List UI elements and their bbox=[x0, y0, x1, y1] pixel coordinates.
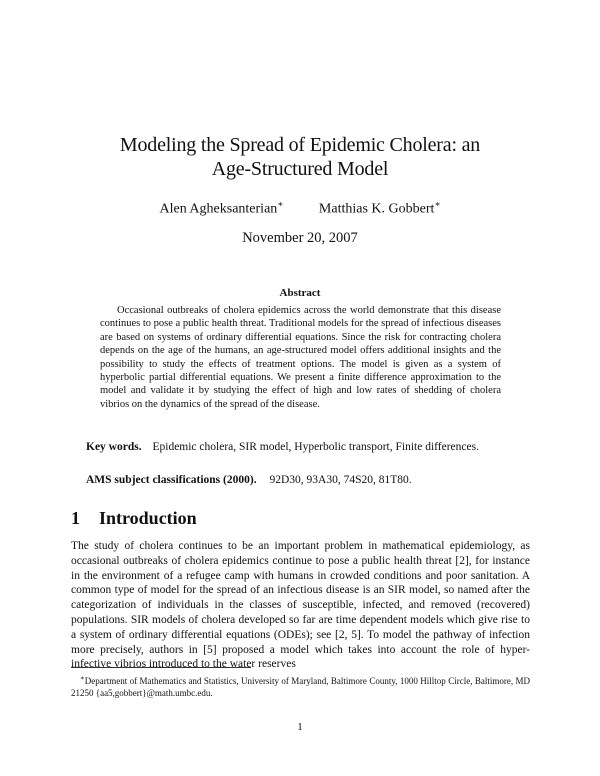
page-number: 1 bbox=[297, 721, 303, 733]
section-number: 1 bbox=[71, 508, 80, 528]
paper-title bbox=[0, 133, 600, 181]
author-2-footnote-mark: ∗ bbox=[434, 199, 441, 209]
paper-date: November 20, 2007 bbox=[242, 230, 358, 246]
intro-paragraph: The study of cholera continues to be an important problem in mathematical epidemiology, as occasional outbreaks of cholera epidemics continue to pose a public health threat [2], for instance in the environment of a refugee camp with humans in crowded conditions and poor sanitation. A common type of model for the spread of an infectious disease is an SIR model, so named after the categorization of individuals in the classes of susceptible, infected, and removed (recovered) populations. SIR models of cholera developed so far are time dependent models which give rise to a system of ordinary differential equations (ODEs); see [2, 5]. To model the pathway of infection more precisely, authors in [5] proposed a model which takes into account the role of hyper-infective vibrios introduced to the water reserves bbox=[71, 540, 530, 671]
title-line-1: Modeling the Spread of Epidemic Cholera: an bbox=[119, 134, 481, 156]
footnote bbox=[71, 672, 530, 699]
section-title: Introduction bbox=[99, 508, 197, 528]
author-1-footnote-mark: ∗ bbox=[277, 199, 284, 209]
abstract-text: Occasional outbreaks of cholera epidemics across the world demonstrate that this disease continues to pose a public health threat. Traditional models for the spread of infectious diseases are based on systems of ordinary differential equations. Since the risk for contracting cholera depends on the age of the humans, an age-structured model offers additional insights and the possibility to study the effects of treatment options. The model is given as a system of hyperbolic partial differential equations. We present a finite difference approximation to the model and validate it by studying the effect of high and low rates of shedding of cholera vibrios on the dynamics of the spread of the disease. bbox=[100, 305, 501, 410]
ams-label: AMS subject classifications (2000). bbox=[86, 474, 257, 486]
author-1 bbox=[159, 199, 283, 218]
keywords-text: Epidemic cholera, SIR model, Hyperbolic transport, Finite differences. bbox=[152, 441, 479, 453]
keywords bbox=[86, 441, 536, 453]
footnote-divider bbox=[71, 667, 251, 668]
author-2 bbox=[319, 199, 441, 218]
abstract-heading: Abstract bbox=[279, 287, 321, 299]
section-heading bbox=[71, 508, 197, 529]
title-line-2: Age-Structured Model bbox=[211, 158, 389, 180]
ams-classification bbox=[86, 474, 536, 486]
author-2-name: Matthias K. Gobbert bbox=[318, 201, 435, 217]
author-1-name: Alen Agheksanterian bbox=[159, 201, 278, 217]
footnote-text: Department of Mathematics and Statistics, University of Maryland, Baltimore County, 1000 Hilltop Circle, Baltimore, MD 21250 {aa5,gobbert}@math.umbc.edu. bbox=[71, 676, 530, 699]
author-list bbox=[0, 199, 600, 218]
ams-text: 92D30, 93A30, 74S20, 81T80. bbox=[269, 474, 412, 486]
footnote-mark: ∗ bbox=[80, 674, 85, 682]
keywords-label: Key words. bbox=[86, 441, 142, 453]
